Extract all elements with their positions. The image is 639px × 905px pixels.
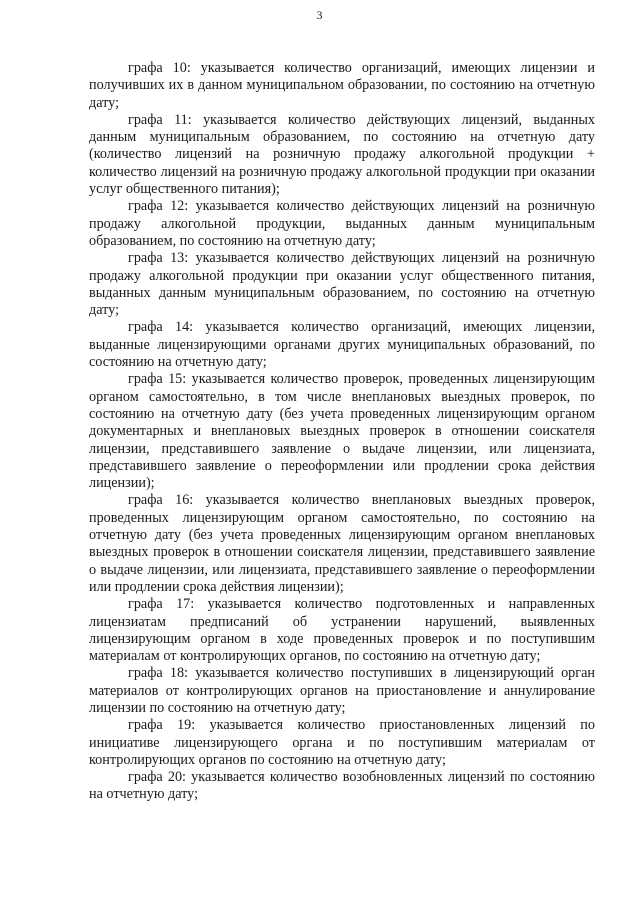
page-number: 3 xyxy=(316,8,323,22)
paragraph-grafa-11: графа 11: указывается количество действующих лицензий, выданных данным муниципальным образованием, по состоянию на отчетную дату (количество лицензий на розничную продажу алкогольной продукции + количество лицензий на розничную продажу алкогольной продукции при оказании услуг общественного питания); xyxy=(89,111,595,198)
paragraph-grafa-18: графа 18: указывается количество поступивших в лицензирующий орган материалов от контролирующих органов на приостановление и аннулирование лицензии по состоянию на отчетную дату; xyxy=(89,665,595,716)
paragraph-grafa-16: графа 16: указывается количество внеплановых выездных проверок, проведенных лицензирующим органом самостоятельно, по состоянию на отчетную дату (без учета проведенных лицензирующим органом внеплановых выездных проверок в отношении соискателя лицензии, представившего заявление о выдаче лицензии, или лицензиата, представившего заявление о переоформлении или продлении срока действия лицензии); xyxy=(89,492,595,595)
document-body xyxy=(89,60,595,804)
paragraph-grafa-12: графа 12: указывается количество действующих лицензий на розничную продажу алкогольной продукции, выданных данным муниципальным образованием, по состоянию на отчетную дату; xyxy=(89,198,595,249)
paragraph-grafa-20: графа 20: указывается количество возобновленных лицензий по состоянию на отчетную дату; xyxy=(89,769,595,803)
paragraph-grafa-15: графа 15: указывается количество проверок, проведенных лицензирующим органом самостоятельно, в том числе внеплановых выездных проверок, по состоянию на отчетную дату (без учета проведенных лицензирующим органом документарных и внеплановых выездных проверок в отношении соискателя лицензии, представившего заявление о выдаче лицензии, или лицензиата, представившего заявление о переоформлении или продлении срока действия лицензии); xyxy=(89,371,595,492)
paragraph-grafa-17: графа 17: указывается количество подготовленных и направленных лицензиатам предписаний об устранении нарушений, выявленных лицензирующим органом в ходе проведенных проверок и по поступившим материалам от контролирующих органов, по состоянию на отчетную дату; xyxy=(89,596,595,665)
paragraph-grafa-13: графа 13: указывается количество действующих лицензий на розничную продажу алкогольной продукции при оказании услуг общественного питания, выданных данным муниципальным образованием, по состоянию на отчетную дату; xyxy=(89,250,595,319)
paragraph-grafa-10: графа 10: указывается количество организаций, имеющих лицензии и получивших их в данном муниципальном образовании, по состоянию на отчетную дату; xyxy=(89,60,595,111)
paragraph-grafa-19: графа 19: указывается количество приостановленных лицензий по инициативе лицензирующего органа и по поступившим материалам от контролирующих органов по состоянию на отчетную дату; xyxy=(89,717,595,768)
paragraph-grafa-14: графа 14: указывается количество организаций, имеющих лицензии, выданные лицензирующими органами других муниципальных образований, по состоянию на отчетную дату; xyxy=(89,319,595,371)
